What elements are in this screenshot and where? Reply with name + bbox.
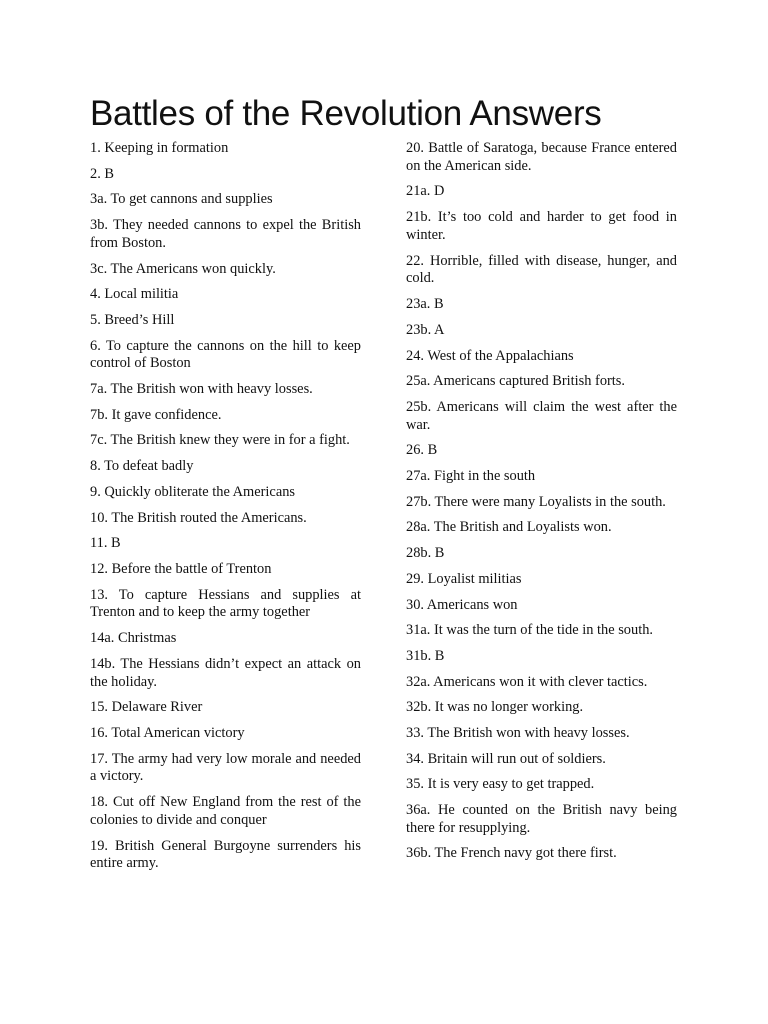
page-title: Battles of the Revolution Answers <box>90 94 602 133</box>
answer-item: 17. The army had very low morale and needed a victory. <box>90 750 361 785</box>
answer-item: 14a. Christmas <box>90 630 177 647</box>
answer-item: 35. It is very easy to get trapped. <box>406 776 595 793</box>
answer-item: 26. B <box>406 442 438 459</box>
answer-item: 23a. B <box>406 296 444 313</box>
answer-item: 28b. B <box>406 545 445 562</box>
answer-item: 16. Total American victory <box>90 724 245 741</box>
answer-item: 30. Americans won <box>406 596 518 613</box>
answer-item: 18. Cut off New England from the rest of the colonies to divide and conquer <box>90 794 361 828</box>
answer-item: 23b. A <box>406 321 445 338</box>
answer-item: 9. Quickly obliterate the Americans <box>90 483 296 500</box>
answer-item: 36b. The French navy got there first. <box>406 845 617 862</box>
answer-item: 29. Loyalist militias <box>406 570 522 587</box>
answer-item: 32b. It was no longer working. <box>406 699 584 716</box>
answer-item: 11. B <box>90 535 121 552</box>
answer-item: 2. B <box>90 165 114 182</box>
answer-item: 36a. He counted on the British navy being there for resupplying. <box>406 802 677 836</box>
answer-item: 3b. They needed cannons to expel the British from Boston. <box>90 217 361 251</box>
answer-item: 5. Breed’s Hill <box>90 311 175 328</box>
answer-item: 13. To capture Hessians and supplies at Trenton and to keep the army together <box>90 586 361 621</box>
answer-item: 24. West of the Appalachians <box>406 347 574 364</box>
answer-item: 7b. It gave confidence. <box>90 406 222 423</box>
answer-item: 22. Horrible, filled with disease, hunger, and cold. <box>406 252 677 287</box>
answer-item: 25b. Americans will claim the west after the war. <box>406 398 677 433</box>
answer-item: 1. Keeping in formation <box>90 140 229 156</box>
answer-item: 3a. To get cannons and supplies <box>90 191 273 208</box>
answer-item: 10. The British routed the Americans. <box>90 509 307 526</box>
answers-left-column <box>90 140 361 881</box>
answer-item: 6. To capture the cannons on the hill to keep control of Boston <box>90 337 361 372</box>
answer-item: 21a. D <box>406 183 445 200</box>
answer-item: 31a. It was the turn of the tide in the south. <box>406 622 653 639</box>
answer-item: 7a. The British won with heavy losses. <box>90 381 313 398</box>
answers-right-column <box>406 140 677 871</box>
answer-item: 27a. Fight in the south <box>406 468 536 485</box>
answer-item: 31b. B <box>406 647 445 664</box>
answer-item: 19. British General Burgoyne surrenders his entire army. <box>90 837 361 872</box>
answer-item: 21b. It’s too cold and harder to get food in winter. <box>406 209 677 243</box>
answer-item: 33. The British won with heavy losses. <box>406 724 630 741</box>
answer-item: 20. Battle of Saratoga, because France entered on the American side. <box>406 140 677 174</box>
answer-item: 34. Britain will run out of soldiers. <box>406 750 606 767</box>
answer-item: 14b. The Hessians didn’t expect an attack on the holiday. <box>90 655 361 690</box>
answer-item: 32a. Americans won it with clever tactics. <box>406 673 648 690</box>
answer-item: 4. Local militia <box>90 286 179 303</box>
answer-item: 28a. The British and Loyalists won. <box>406 519 612 536</box>
answer-item: 8. To defeat badly <box>90 458 194 475</box>
answer-item: 3c. The Americans won quickly. <box>90 260 276 277</box>
answer-item: 12. Before the battle of Trenton <box>90 560 272 577</box>
answer-item: 25a. Americans captured British forts. <box>406 373 625 390</box>
answer-item: 27b. There were many Loyalists in the south. <box>406 493 666 510</box>
answer-item: 15. Delaware River <box>90 699 203 716</box>
answer-item: 7c. The British knew they were in for a fight. <box>90 432 350 449</box>
